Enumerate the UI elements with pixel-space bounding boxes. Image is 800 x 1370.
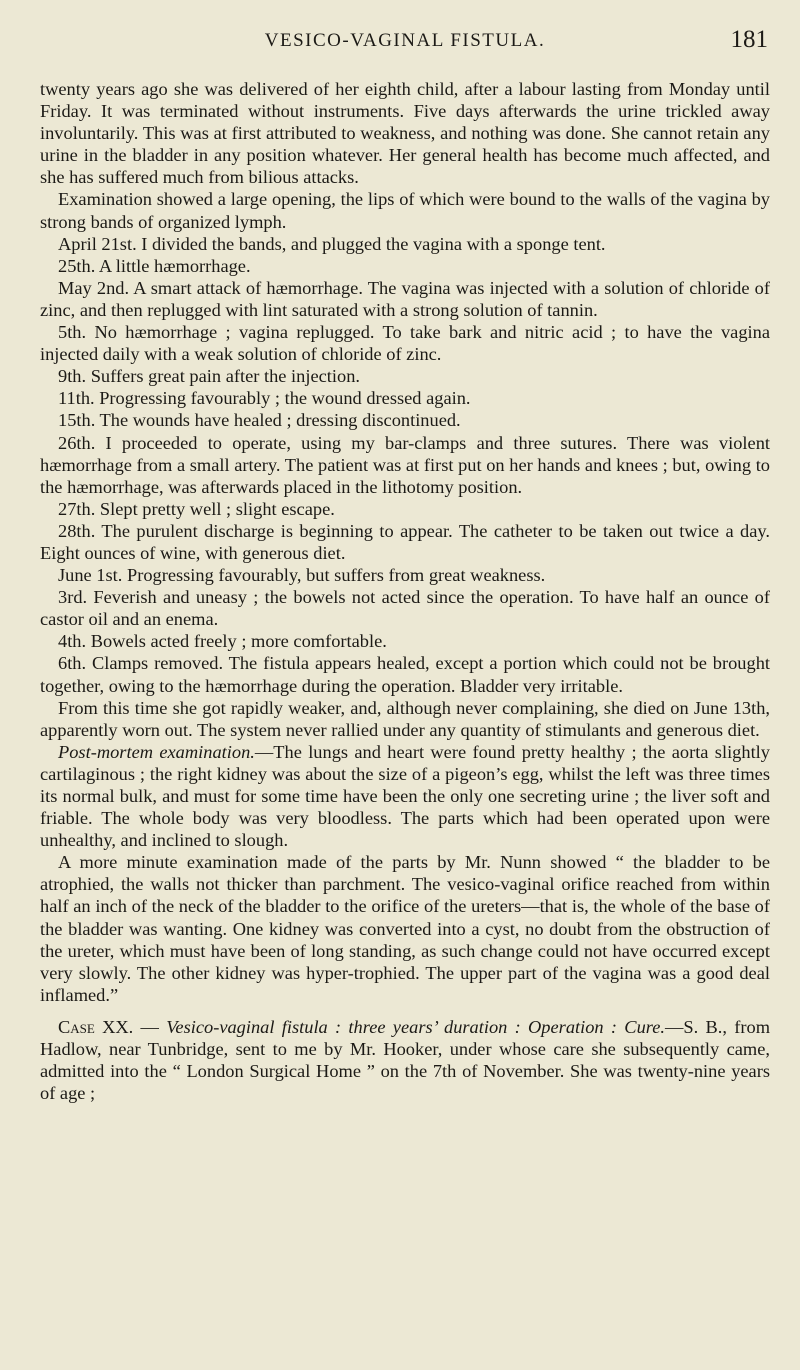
paragraph: Examination showed a large opening, the lips of which were bound to the walls of the vagina by strong bands of organized lymph.: [40, 189, 770, 232]
paragraph: 15th. The wounds have healed ; dressing discontinued.: [58, 410, 461, 431]
paragraph: 3rd. Feverish and uneasy ; the bowels not acted since the operation. To have half an ounce of castor oil and an enema.: [40, 587, 770, 630]
paragraph: 9th. Suffers great pain after the injection.: [58, 366, 360, 387]
page-number: 181: [730, 26, 768, 53]
case-label: Case XX.: [58, 1016, 134, 1037]
running-head: [40, 28, 770, 78]
paragraph: 5th. No hæmorrhage ; vagina replugged. To take bark and nitric acid ; to have the vagina injected daily with a weak solution of chloride of zinc.: [40, 322, 770, 365]
paragraph: From this time she got rapidly weaker, and, although never complaining, she died on June 13th, apparently worn out. The system never rallied under any quantity of stimulants and generous diet.: [40, 697, 770, 740]
paragraph: April 21st. I divided the bands, and plugged the vagina with a sponge tent.: [58, 233, 606, 254]
paragraph: 28th. The purulent discharge is beginning to appear. The catheter to be taken out twice a day. Eight ounces of wine, with generous diet.: [40, 520, 770, 563]
paragraph: May 2nd. A smart attack of hæmorrhage. The vagina was injected with a solution of chloride of zinc, and then replugged with lint saturated with a strong solution of tannin.: [40, 277, 770, 320]
paragraph: June 1st. Progressing favourably, but suffers from great weakness.: [58, 565, 546, 586]
body-text: [40, 78, 770, 1104]
paragraph: 25th. A little hæmorrhage.: [58, 255, 251, 276]
postmortem-paragraph: [40, 741, 770, 851]
paragraph: 4th. Bowels acted freely ; more comfortable.: [58, 631, 387, 652]
paragraph: 6th. Clamps removed. The fistula appears healed, except a portion which could not be brought together, owing to the hæmorrhage during the operation. Bladder very irritable.: [40, 653, 770, 696]
case-paragraph: [40, 1016, 770, 1104]
case-dash: —: [133, 1016, 167, 1037]
running-title: VESICO-VAGINAL FISTULA.: [264, 30, 546, 51]
closing-paragraph: A more minute examination made of the parts by Mr. Nunn showed “ the bladder to be atrophied, the walls not thicker than parchment. The vesico-vaginal orifice reached from within half an inch of the neck of the bladder to the orifice of the ureters—that is, the whole of the base of the bladder was wanting. One kidney was converted into a cyst, no doubt from the obstruction of the ureter, which must have been of long standing, as such change could not have occurred except very slowly. The other kidney was hyper-trophied. The upper part of the vagina was a good deal inflamed.”: [40, 852, 770, 1005]
case-title: Vesico-vaginal fistula : three years’ duration : Operation : Cure.: [166, 1016, 666, 1037]
postmortem-lead: Post-mortem examination.: [58, 741, 255, 762]
paragraph: 27th. Slept pretty well ; slight escape.: [58, 498, 335, 519]
postmortem-text: —The lungs and heart were found pretty healthy ; the aorta slightly cartilaginous ; the right kidney was about the size of a pigeon’s egg, whilst the left was three times its normal bulk, and must for some time have been the only one secreting urine ; the liver soft and friable. The whole body was very bloodless. The parts which had been operated upon were unhealthy, and inclined to slough.: [40, 741, 770, 851]
paragraph: 11th. Progressing favourably ; the wound dressed again.: [58, 388, 471, 409]
paragraph: 26th. I proceeded to operate, using my bar-clamps and three sutures. There was violent hæmorrhage from a small artery. The patient was at first put on her hands and knees ; but, owing to the hæmorrhage, was afterwards placed in the lithotomy position.: [40, 432, 770, 497]
paragraph: twenty years ago she was delivered of her eighth child, after a labour lasting from Monday until Friday. It was terminated without instruments. Five days afterwards the urine trickled away involuntarily. This was at first attributed to weakness, and nothing was done. She cannot retain any urine in the bladder in any position whatever. Her general health has become much affected, and she has suffered much from bilious attacks.: [40, 79, 770, 188]
case-text: —S. B., from Hadlow, near Tunbridge, sent to me by Mr. Hooker, under whose care she subsequently came, admitted into the “ London Surgical Home ” on the 7th of November. She was twenty-nine years of age ;: [40, 1016, 770, 1104]
